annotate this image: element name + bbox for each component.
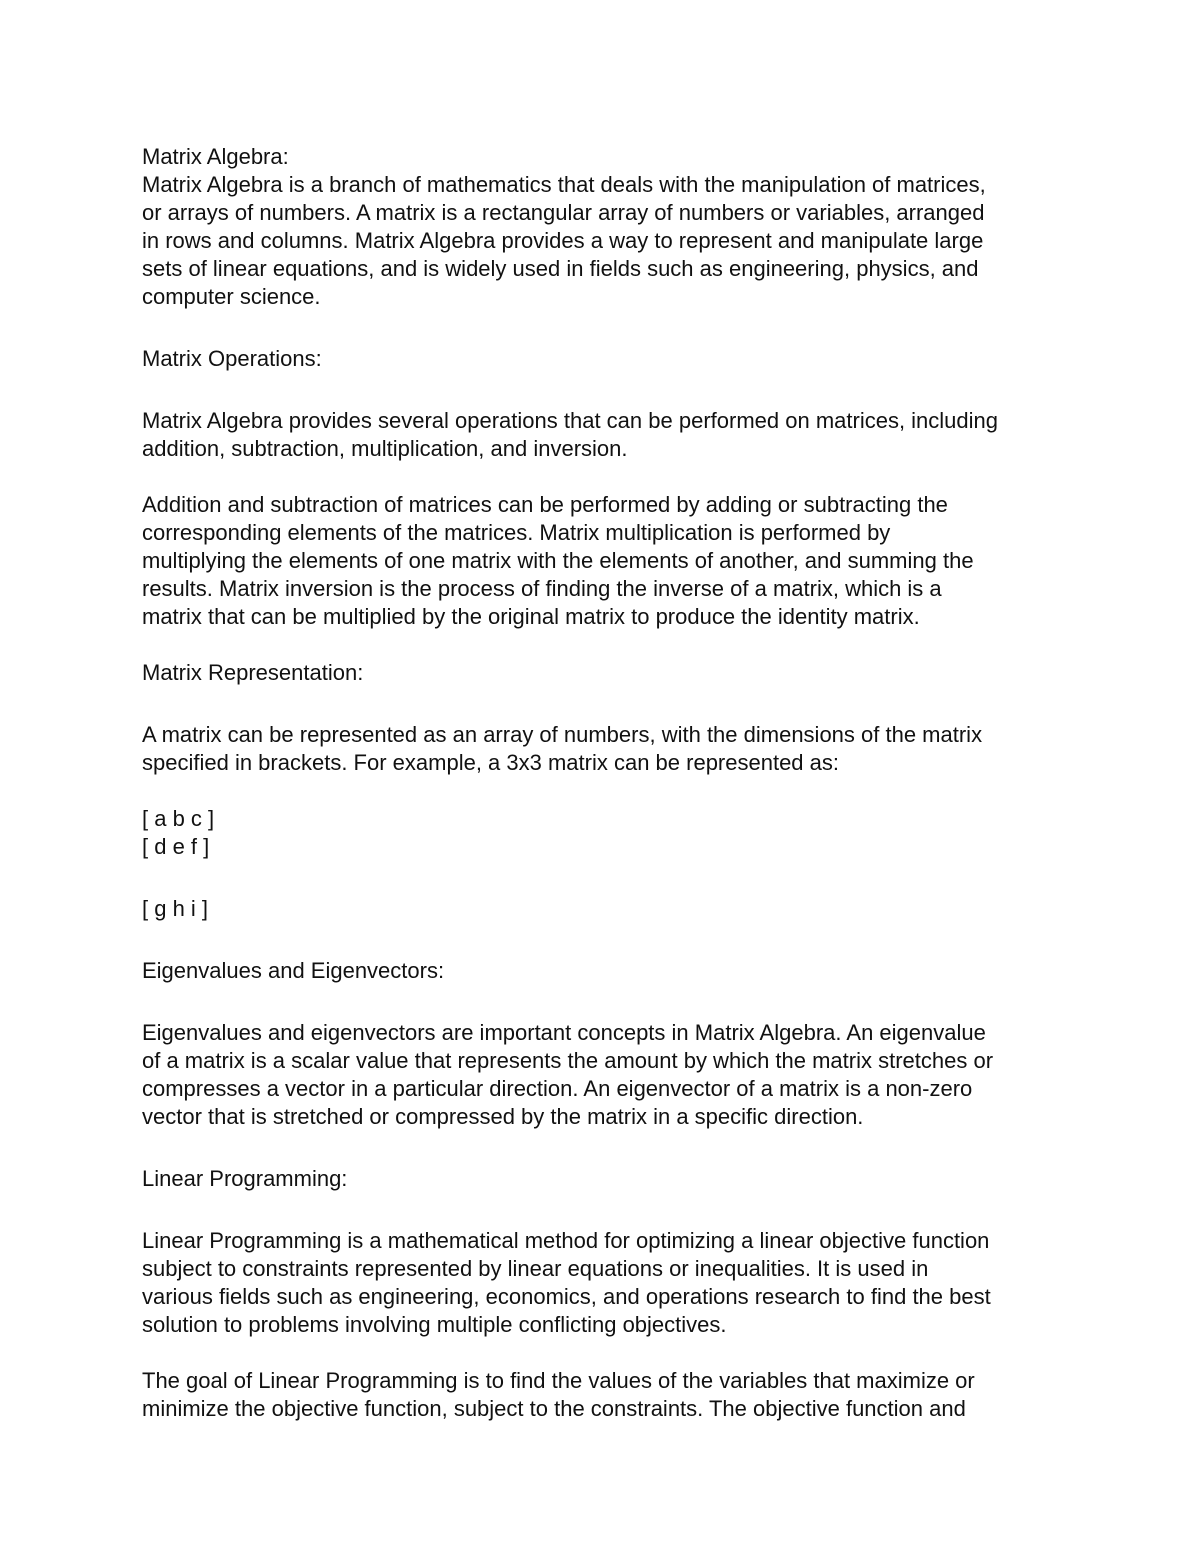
paragraph-line: multiplying the elements of one matrix with the elements of another, and summing the — [142, 548, 974, 573]
paragraph-line: minimize the objective function, subject to the constraints. The objective function and — [142, 1396, 966, 1421]
heading-matrix-representation: Matrix Representation: — [142, 660, 364, 685]
matrix-row: [ a b c ] — [142, 806, 215, 831]
paragraph-line: corresponding elements of the matrices. Matrix multiplication is performed by — [142, 520, 891, 545]
matrix-row: [ g h i ] — [142, 896, 209, 921]
heading-matrix-operations: Matrix Operations: — [142, 346, 322, 371]
heading-matrix-algebra: Matrix Algebra: — [142, 144, 289, 169]
spacer — [142, 373, 1082, 407]
heading-linear-programming: Linear Programming: — [142, 1166, 348, 1191]
spacer — [142, 777, 1082, 805]
spacer — [142, 1339, 1082, 1367]
paragraph-line: matrix that can be multiplied by the original matrix to produce the identity matrix. — [142, 604, 920, 629]
paragraph-line: results. Matrix inversion is the process of finding the inverse of a matrix, which is a — [142, 576, 942, 601]
spacer — [142, 311, 1082, 345]
paragraph-line: subject to constraints represented by linear equations or inequalities. It is used in — [142, 1256, 929, 1281]
spacer — [142, 1193, 1082, 1227]
spacer — [142, 463, 1082, 491]
paragraph-line: or arrays of numbers. A matrix is a rectangular array of numbers or variables, arranged — [142, 200, 985, 225]
paragraph-line: A matrix can be represented as an array of numbers, with the dimensions of the matrix — [142, 722, 983, 747]
paragraph-line: addition, subtraction, multiplication, and inversion. — [142, 436, 628, 461]
paragraph-line: Matrix Algebra provides several operations that can be performed on matrices, including — [142, 408, 999, 433]
paragraph-line: sets of linear equations, and is widely used in fields such as engineering, physics, and — [142, 256, 979, 281]
paragraph-line: of a matrix is a scalar value that represents the amount by which the matrix stretches or — [142, 1048, 994, 1073]
paragraph-line: compresses a vector in a particular direction. An eigenvector of a matrix is a non-zero — [142, 1076, 973, 1101]
document-body — [142, 143, 1082, 1423]
paragraph-line: various fields such as engineering, economics, and operations research to find the best — [142, 1284, 991, 1309]
paragraph-line: Linear Programming is a mathematical method for optimizing a linear objective function — [142, 1228, 990, 1253]
paragraph-line: in rows and columns. Matrix Algebra provides a way to represent and manipulate large — [142, 228, 984, 253]
paragraph-line: computer science. — [142, 284, 321, 309]
matrix-row: [ d e f ] — [142, 834, 210, 859]
paragraph-line: The goal of Linear Programming is to find the values of the variables that maximize or — [142, 1368, 975, 1393]
spacer — [142, 923, 1082, 957]
paragraph-line: Matrix Algebra is a branch of mathematics that deals with the manipulation of matrices, — [142, 172, 986, 197]
paragraph-line: Eigenvalues and eigenvectors are important concepts in Matrix Algebra. An eigenvalue — [142, 1020, 986, 1045]
paragraph-line: Addition and subtraction of matrices can be performed by adding or subtracting the — [142, 492, 948, 517]
paragraph-line: vector that is stretched or compressed by the matrix in a specific direction. — [142, 1104, 864, 1129]
paragraph-line: specified in brackets. For example, a 3x3 matrix can be represented as: — [142, 750, 840, 775]
spacer — [142, 631, 1082, 659]
paragraph-line: solution to problems involving multiple conflicting objectives. — [142, 1312, 727, 1337]
spacer — [142, 861, 1082, 895]
spacer — [142, 1131, 1082, 1165]
spacer — [142, 687, 1082, 721]
spacer — [142, 985, 1082, 1019]
heading-eigenvalues-eigenvectors: Eigenvalues and Eigenvectors: — [142, 958, 445, 983]
